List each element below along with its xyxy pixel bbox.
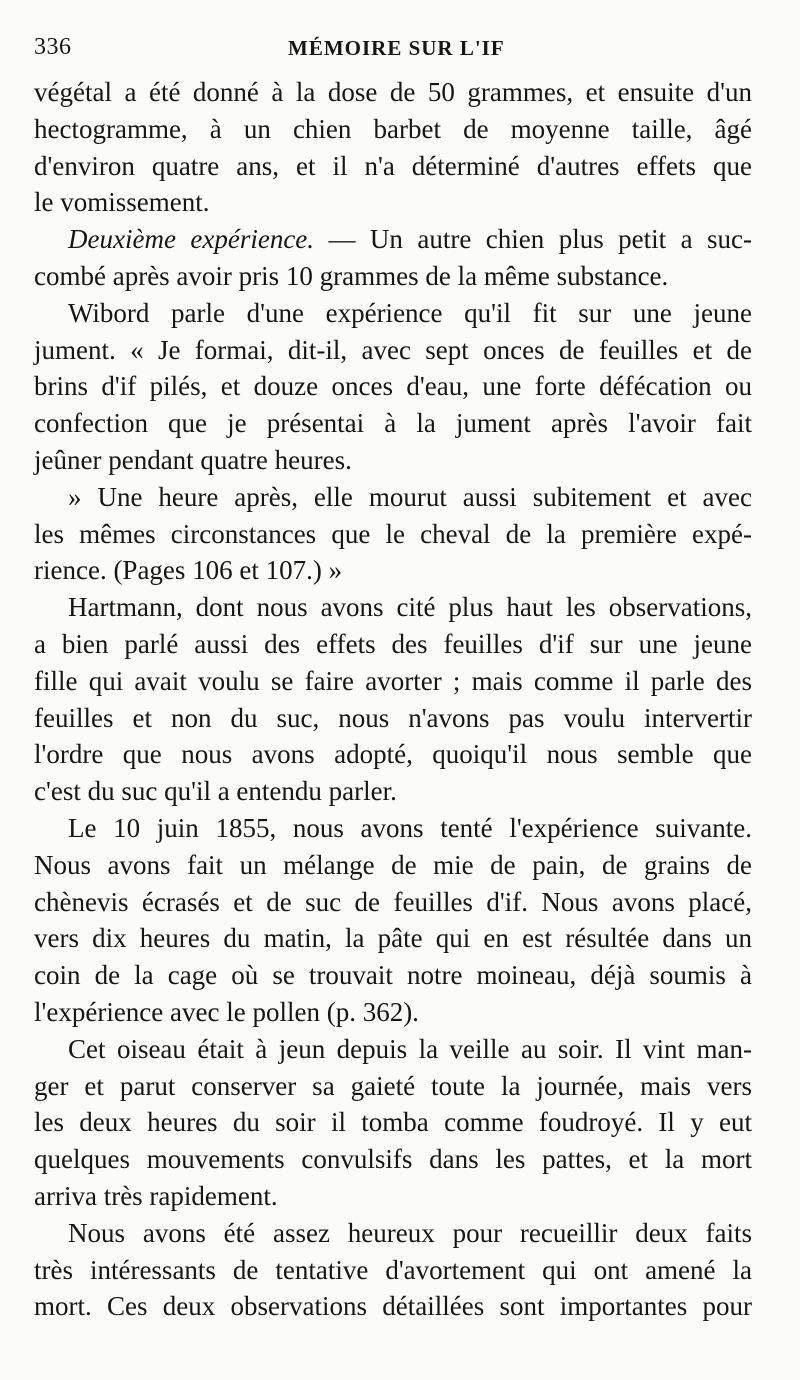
text-line: [34, 221, 752, 258]
text-line: [34, 184, 752, 221]
line-text: a bien parlé aussi des effets des feuilles d'if sur une jeune: [34, 628, 752, 659]
text-line: [34, 773, 752, 810]
text-line: [34, 626, 752, 663]
text-line: [34, 1068, 752, 1105]
text-line: [34, 1141, 752, 1178]
line-text: les mêmes circonstances que le cheval de la première expé-: [34, 518, 752, 549]
italic-lead: Deuxième expérience.: [68, 224, 315, 255]
text-line: [34, 148, 752, 185]
line-text: Hartmann, dont nous avons cité plus haut les observations,: [68, 592, 752, 623]
line-text: ger et parut conserver sa gaieté toute la journée, mais vers: [34, 1070, 752, 1101]
text-line: [34, 810, 752, 847]
line-text: l'expérience avec le pollen (p. 362).: [34, 996, 419, 1027]
line-text: arriva très rapidement.: [34, 1180, 278, 1211]
line-text: d'environ quatre ans, et il n'a déterminé d'autres effets que: [34, 150, 752, 181]
text-line: [34, 1215, 752, 1252]
text-line: [34, 957, 752, 994]
text-line: [34, 111, 752, 148]
line-text: mort. Ces deux observations détaillées sont importantes pour: [34, 1291, 752, 1322]
text-line: [34, 1031, 752, 1068]
text-line: [34, 516, 752, 553]
text-line: [34, 663, 752, 700]
text-line: [34, 700, 752, 737]
page-header: [34, 34, 770, 70]
line-text: vers dix heures du matin, la pâte qui en est résultée dans un: [34, 923, 752, 954]
line-text: c'est du suc qu'il a entendu parler.: [34, 776, 397, 807]
text-line: [34, 295, 752, 332]
text-line: [34, 552, 752, 589]
text-line: [34, 479, 752, 516]
line-text: feuilles et non du suc, nous n'avons pas voulu intervertir: [34, 702, 752, 733]
text-line: [34, 1178, 752, 1215]
line-text: » Une heure après, elle mourut aussi subitement et avec: [68, 481, 752, 512]
line-text: très intéressants de tentative d'avortement qui ont amené la: [34, 1254, 752, 1285]
text-line: [34, 1252, 752, 1289]
text-line: [34, 847, 752, 884]
line-text: combé après avoir pris 10 grammes de la même substance.: [34, 260, 669, 291]
running-title: MÉMOIRE SUR L'IF: [288, 36, 505, 60]
line-text: Nous avons été assez heureux pour recueillir deux faits: [68, 1217, 752, 1248]
text-line: [34, 736, 752, 773]
line-text: quelques mouvements convulsifs dans les pattes, et la mort: [34, 1144, 752, 1175]
line-text: jeûner pendant quatre heures.: [34, 444, 352, 475]
line-text: hectogramme, à un chien barbet de moyenne taille, âgé: [34, 113, 752, 144]
line-text: Nous avons fait un mélange de mie de pain, de grains de: [34, 849, 752, 880]
line-text: chènevis écrasés et de suc de feuilles d'if. Nous avons placé,: [34, 886, 752, 917]
text-line: [34, 442, 752, 479]
line-text: Cet oiseau était à jeun depuis la veille au soir. Il vint man-: [68, 1033, 752, 1064]
text-line: [34, 1288, 752, 1325]
line-text: — Un autre chien plus petit a suc-: [314, 224, 752, 255]
body-text: [34, 74, 752, 1325]
line-text: Le 10 juin 1855, nous avons tenté l'expérience suivante.: [68, 812, 752, 843]
text-line: [34, 332, 752, 369]
text-line: [34, 994, 752, 1031]
text-line: [34, 258, 752, 295]
line-text: rience. (Pages 106 et 107.) »: [34, 555, 343, 586]
line-text: fille qui avait voulu se faire avorter ; mais comme il parle des: [34, 665, 752, 696]
page-number: 336: [34, 34, 72, 60]
text-line: [34, 589, 752, 626]
text-line: [34, 1104, 752, 1141]
text-line: [34, 405, 752, 442]
line-text: végétal a été donné à la dose de 50 grammes, et ensuite d'un: [34, 77, 752, 107]
text-line: [34, 884, 752, 921]
line-text: brins d'if pilés, et douze onces d'eau, une forte défécation ou: [34, 371, 752, 402]
text-line: [34, 368, 752, 405]
line-text: confection que je présentai à la jument après l'avoir fait: [34, 408, 752, 439]
text-line: [34, 74, 752, 111]
text-line: [34, 920, 752, 957]
line-text: coin de la cage où se trouvait notre moineau, déjà soumis à: [34, 960, 752, 991]
line-text: l'ordre que nous avons adopté, quoiqu'il nous semble que: [34, 739, 752, 770]
line-text: jument. « Je formai, dit-il, avec sept onces de feuilles et de: [34, 334, 752, 365]
line-text: le vomissement.: [34, 187, 210, 218]
line-text: Wibord parle d'une expérience qu'il fit sur une jeune: [68, 297, 752, 328]
line-text: les deux heures du soir il tomba comme foudroyé. Il y eut: [34, 1107, 752, 1138]
